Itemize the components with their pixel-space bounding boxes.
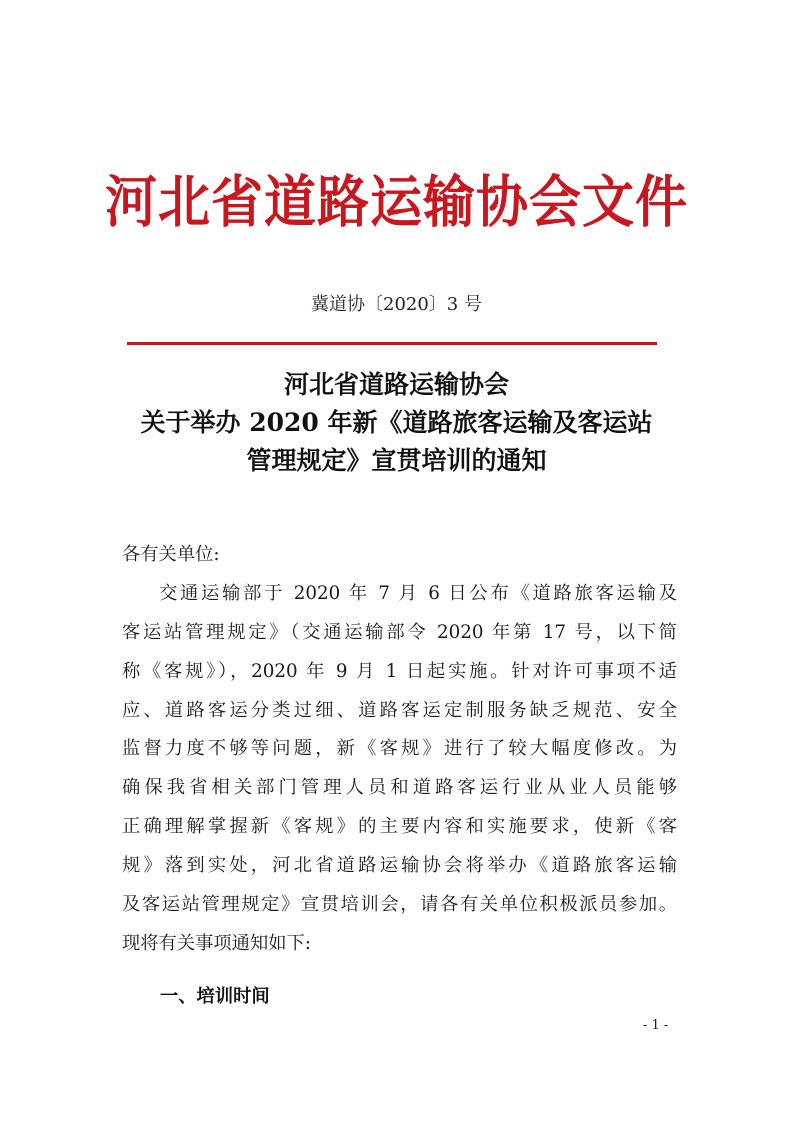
- title-line-1: 河北省道路运输协会: [283, 370, 509, 399]
- body-line-10: 现将有关事项通知如下:: [122, 932, 311, 954]
- body-line-1: 交通运输部于 2020 年 7 月 6 日公布《道路旅客运输及: [159, 582, 677, 604]
- body-line-7: 正确理解掌握新《客规》的主要内容和实施要求，使新《客: [122, 816, 677, 838]
- red-divider-rule: [127, 342, 657, 345]
- body-line-6: 确保我省相关部门管理人员和道路客运行业从业人员能够: [122, 777, 677, 799]
- document-number: 冀道协〔2020〕3 号: [311, 294, 482, 315]
- body-line-2: 客运站管理规定》（交通运输部令 2020 年第 17 号，以下简: [122, 621, 677, 643]
- body-line-4: 应、道路客运分类过细、道路客运定制服务缺乏规范、安全: [122, 699, 677, 721]
- body-line-5: 监督力度不够等问题，新《客规》进行了较大幅度修改。为: [122, 738, 677, 760]
- title-line-2: 关于举办 2020 年新《道路旅客运输及客运站: [140, 408, 653, 437]
- notice-title: [90, 366, 703, 480]
- section-heading-training-time: 一、培训时间: [160, 986, 270, 1007]
- body-line-9: 及客运站管理规定》宣贯培训会，请各有关单位积极派员参加。: [122, 894, 677, 916]
- notice-body: [122, 536, 677, 964]
- document-masthead: 河北省道路运输协会文件: [104, 170, 688, 236]
- body-line-8: 规》落到实处，河北省道路运输协会将举办《道路旅客运输: [122, 855, 677, 877]
- body-line-3: 称《客规》），2020 年 9 月 1 日起实施。针对许可事项不适: [122, 660, 677, 682]
- page-number: - 1 -: [643, 1018, 669, 1033]
- salutation: 各有关单位:: [122, 544, 220, 565]
- title-line-3: 管理规定》宣贯培训的通知: [246, 446, 547, 475]
